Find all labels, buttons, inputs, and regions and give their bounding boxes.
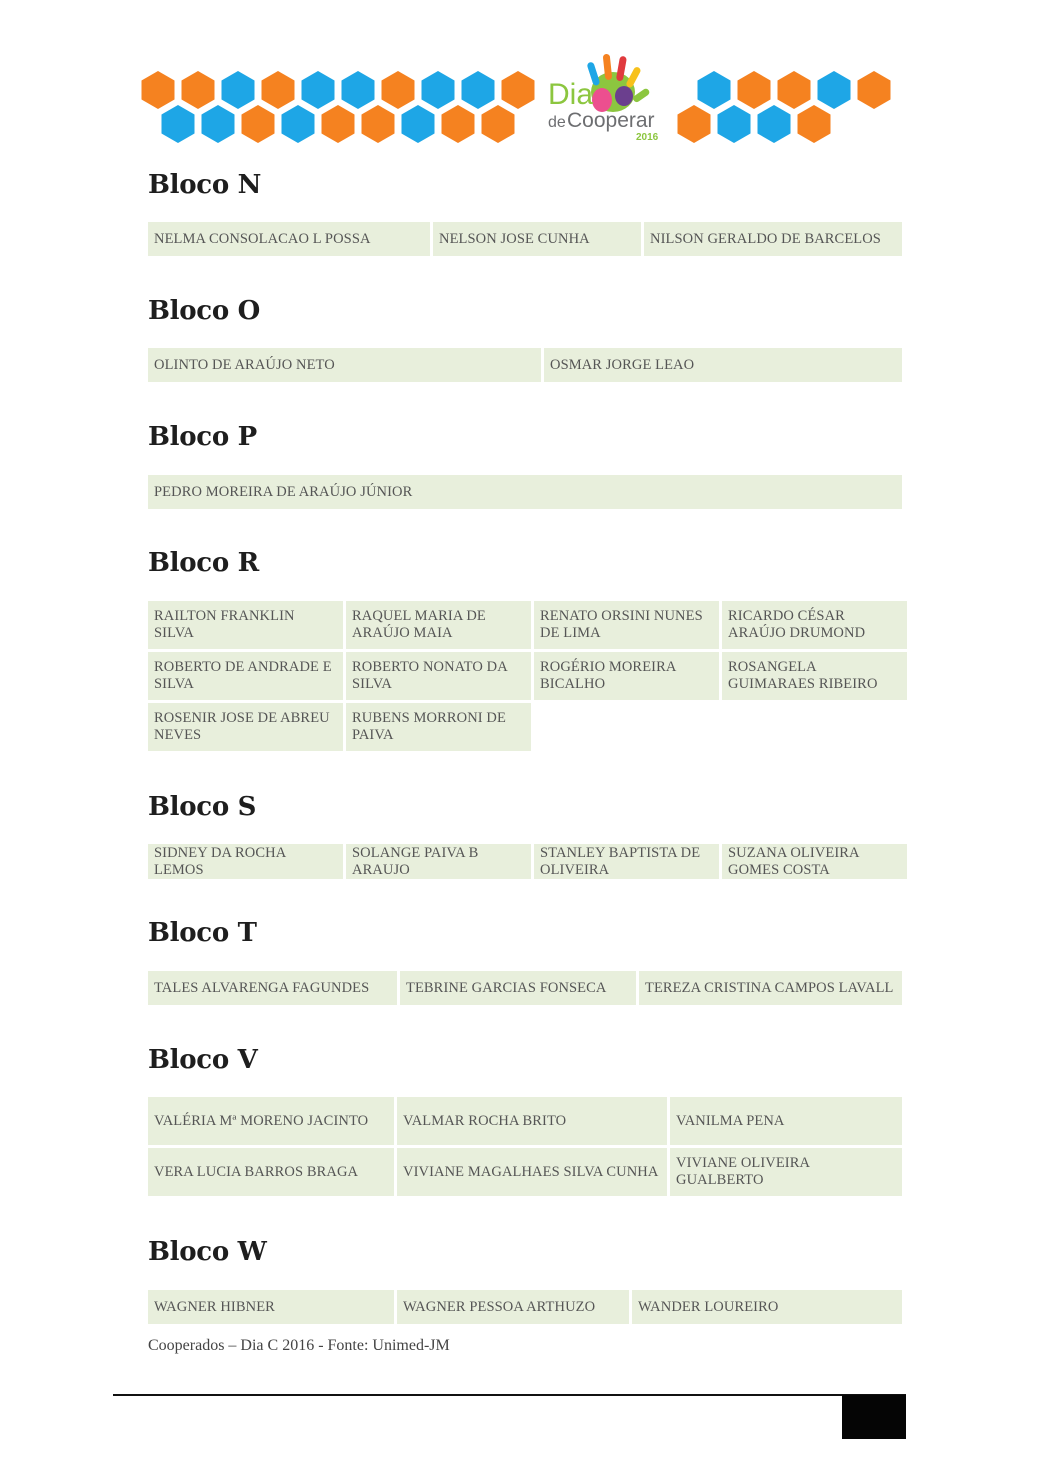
name-cell: RAQUEL MARIA DE ARAÚJO MAIA bbox=[346, 601, 531, 649]
section-title-bloco-r: Bloco R bbox=[148, 548, 259, 578]
hexagon-shape bbox=[142, 71, 175, 109]
hexagon-pattern-left bbox=[142, 71, 535, 143]
hexagon-shape bbox=[778, 71, 811, 109]
section-title-bloco-w: Bloco W bbox=[148, 1237, 267, 1267]
hexagon-shape bbox=[202, 105, 235, 143]
name-table-bloco-v bbox=[148, 1097, 902, 1196]
name-cell: SOLANGE PAIVA B ARAUJO bbox=[346, 844, 531, 879]
section-title-bloco-t: Bloco T bbox=[148, 918, 257, 948]
name-cell: NELSON JOSE CUNHA bbox=[433, 222, 641, 256]
name-table-bloco-p bbox=[148, 475, 902, 509]
logo-cooperar-text: Cooperar bbox=[567, 109, 655, 132]
name-cell: RICARDO CÉSAR ARAÚJO DRUMOND bbox=[722, 601, 907, 649]
hexagon-shape bbox=[302, 71, 335, 109]
section-title-bloco-v: Bloco V bbox=[148, 1045, 258, 1075]
name-cell: RAILTON FRANKLIN SILVA bbox=[148, 601, 343, 649]
hexagon-shape bbox=[262, 71, 295, 109]
name-cell: ROSENIR JOSE DE ABREU NEVES bbox=[148, 703, 343, 751]
name-cell: VERA LUCIA BARROS BRAGA bbox=[148, 1148, 394, 1196]
hexagon-shape bbox=[422, 71, 455, 109]
name-cell: ROGÉRIO MOREIRA BICALHO bbox=[534, 652, 719, 700]
hexagon-pattern-right bbox=[678, 71, 891, 143]
hexagon-shape bbox=[342, 71, 375, 109]
section-title-bloco-o: Bloco O bbox=[148, 296, 260, 326]
name-cell: VIVIANE OLIVEIRA GUALBERTO bbox=[670, 1148, 902, 1196]
name-cell: ROBERTO DE ANDRADE E SILVA bbox=[148, 652, 343, 700]
hexagon-shape bbox=[482, 105, 515, 143]
name-cell: VALÉRIA Mª MORENO JACINTO bbox=[148, 1097, 394, 1145]
hexagon-shape bbox=[462, 71, 495, 109]
hexagon-shape bbox=[718, 105, 751, 143]
hexagon-shape bbox=[758, 105, 791, 143]
hexagon-shape bbox=[818, 71, 851, 109]
logo-dia-text: Dia bbox=[548, 78, 594, 111]
source-note: Cooperados – Dia C 2016 - Fonte: Unimed-JM bbox=[148, 1337, 450, 1354]
name-cell: STANLEY BAPTISTA DE OLIVEIRA bbox=[534, 844, 719, 879]
name-table-bloco-t bbox=[148, 971, 902, 1005]
name-cell: OSMAR JORGE LEAO bbox=[544, 348, 902, 382]
name-cell: TEBRINE GARCIAS FONSECA bbox=[400, 971, 636, 1005]
name-table-bloco-r bbox=[148, 601, 907, 751]
name-cell: WAGNER PESSOA ARTHUZO bbox=[397, 1290, 629, 1324]
name-cell: OLINTO DE ARAÚJO NETO bbox=[148, 348, 541, 382]
name-cell: TEREZA CRISTINA CAMPOS LAVALL bbox=[639, 971, 902, 1005]
name-table-bloco-w bbox=[148, 1290, 902, 1324]
dia-de-cooperar-logo bbox=[548, 54, 659, 143]
name-cell: WAGNER HIBNER bbox=[148, 1290, 394, 1324]
hexagon-shape bbox=[442, 105, 475, 143]
name-cell: PEDRO MOREIRA DE ARAÚJO JÚNIOR bbox=[148, 475, 902, 509]
hexagon-shape bbox=[222, 71, 255, 109]
page-number-box bbox=[842, 1395, 906, 1439]
hexagon-shape bbox=[798, 105, 831, 143]
name-cell: SIDNEY DA ROCHA LEMOS bbox=[148, 844, 343, 879]
name-table-bloco-s bbox=[148, 844, 907, 879]
hexagon-shape bbox=[162, 105, 195, 143]
name-cell: TALES ALVARENGA FAGUNDES bbox=[148, 971, 397, 1005]
hexagon-shape bbox=[382, 71, 415, 109]
logo-de-text: de bbox=[548, 114, 566, 131]
hexagon-shape bbox=[322, 105, 355, 143]
hexagon-shape bbox=[738, 71, 771, 109]
hexagon-shape bbox=[858, 71, 891, 109]
name-cell: VANILMA PENA bbox=[670, 1097, 902, 1145]
name-cell: WANDER LOUREIRO bbox=[632, 1290, 902, 1324]
name-cell: SUZANA OLIVEIRA GOMES COSTA bbox=[722, 844, 907, 879]
hexagon-shape bbox=[402, 105, 435, 143]
hexagon-shape bbox=[362, 105, 395, 143]
name-cell: ROSANGELA GUIMARAES RIBEIRO bbox=[722, 652, 907, 700]
name-cell: NILSON GERALDO DE BARCELOS bbox=[644, 222, 902, 256]
hexagon-shape bbox=[182, 71, 215, 109]
hexagon-shape bbox=[502, 71, 535, 109]
name-cell: RENATO ORSINI NUNES DE LIMA bbox=[534, 601, 719, 649]
name-cell: ROBERTO NONATO DA SILVA bbox=[346, 652, 531, 700]
hexagon-shape bbox=[678, 105, 711, 143]
name-cell: NELMA CONSOLACAO L POSSA bbox=[148, 222, 430, 256]
hexagon-shape bbox=[282, 105, 315, 143]
name-cell: RUBENS MORRONI DE PAIVA bbox=[346, 703, 531, 751]
footer-rule bbox=[113, 1394, 906, 1396]
name-table-bloco-o bbox=[148, 348, 902, 382]
dia-de-cooperar-banner bbox=[138, 48, 894, 148]
logo-year-text: 2016 bbox=[636, 132, 659, 143]
name-cell: VIVIANE MAGALHAES SILVA CUNHA bbox=[397, 1148, 667, 1196]
name-cell: VALMAR ROCHA BRITO bbox=[397, 1097, 667, 1145]
hexagon-shape bbox=[242, 105, 275, 143]
section-title-bloco-p: Bloco P bbox=[148, 422, 257, 452]
section-title-bloco-n: Bloco N bbox=[148, 170, 262, 200]
section-title-bloco-s: Bloco S bbox=[148, 792, 257, 822]
hand-print-icon bbox=[586, 54, 650, 112]
name-table-bloco-n bbox=[148, 222, 902, 256]
hexagon-shape bbox=[698, 71, 731, 109]
